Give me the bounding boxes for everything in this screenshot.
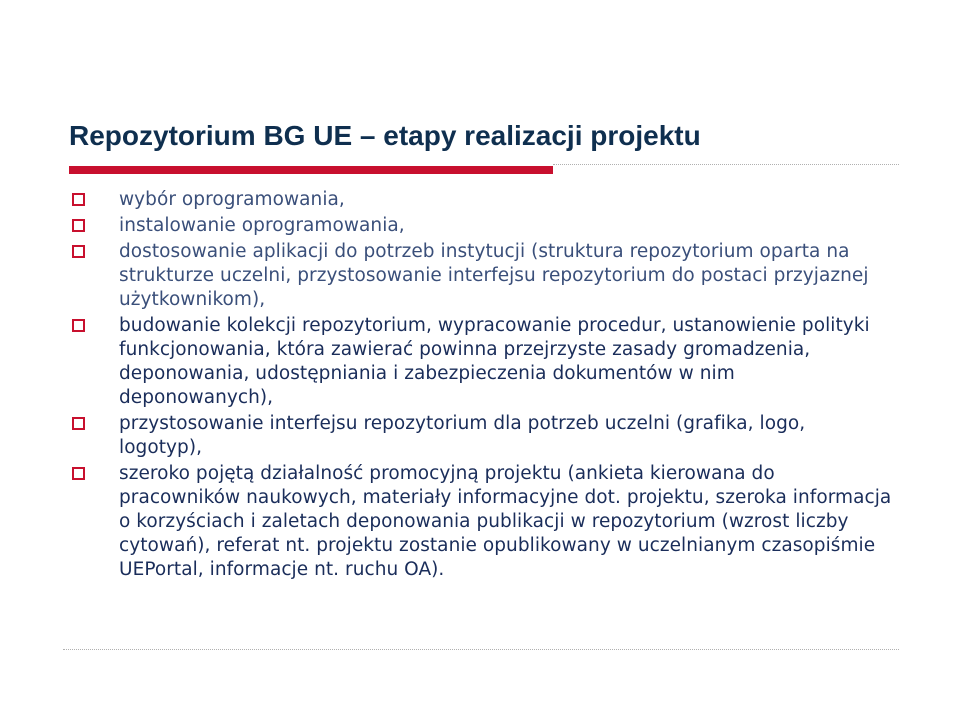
list-item-text: wybór oprogramowania, xyxy=(119,189,345,210)
list-item-text: dostosowanie aplikacji do potrzeb instytucji (struktura repozytorium oparta na strukturze uczelni, przystosowanie interfejsu repozytorium do postaci przyjaznej użytkownikom), xyxy=(119,241,869,310)
hollow-square-bullet-icon xyxy=(72,219,85,232)
hollow-square-bullet-icon xyxy=(72,245,85,258)
list-item xyxy=(72,240,892,312)
list-item xyxy=(72,314,892,410)
hollow-square-bullet-icon xyxy=(72,467,85,480)
list-item-text: szeroko pojętą działalność promocyjną projektu (ankieta kierowana do pracowników naukowych, materiały informacyjne dot. projektu, szeroka informacja o korzyściach i zaletach deponowania publikacji w repozytorium (wzrost liczby cytowań), referat nt. projektu zostanie opublikowany w uczelnianym czasopiśmie UEPortal, informacje nt. ruchu OA). xyxy=(119,463,892,580)
list-item xyxy=(72,188,892,212)
hollow-square-bullet-icon xyxy=(72,417,85,430)
list-item-text: przystosowanie interfejsu repozytorium dla potrzeb uczelni (grafika, logo, logotyp), xyxy=(119,413,806,458)
hollow-square-bullet-icon xyxy=(72,193,85,206)
hollow-square-bullet-icon xyxy=(72,319,85,332)
title-underline-dotted xyxy=(553,164,899,165)
list-item xyxy=(72,412,892,460)
list-item-text: instalowanie oprogramowania, xyxy=(119,215,405,236)
list-item xyxy=(72,214,892,238)
footer-dotted-rule xyxy=(63,649,899,650)
list-item-text: budowanie kolekcji repozytorium, wypracowanie procedur, ustanowienie polityki funkcjonowania, która zawierać powinna przejrzyste zasady gromadzenia, deponowania, udostępniania i zabezpieczenia dokumentów w nim deponowanych), xyxy=(119,315,870,408)
bullet-list xyxy=(72,188,892,584)
list-item xyxy=(72,462,892,582)
slide-title: Repozytorium BG UE – etapy realizacji projektu xyxy=(69,120,701,151)
title-underline-accent xyxy=(69,166,553,174)
